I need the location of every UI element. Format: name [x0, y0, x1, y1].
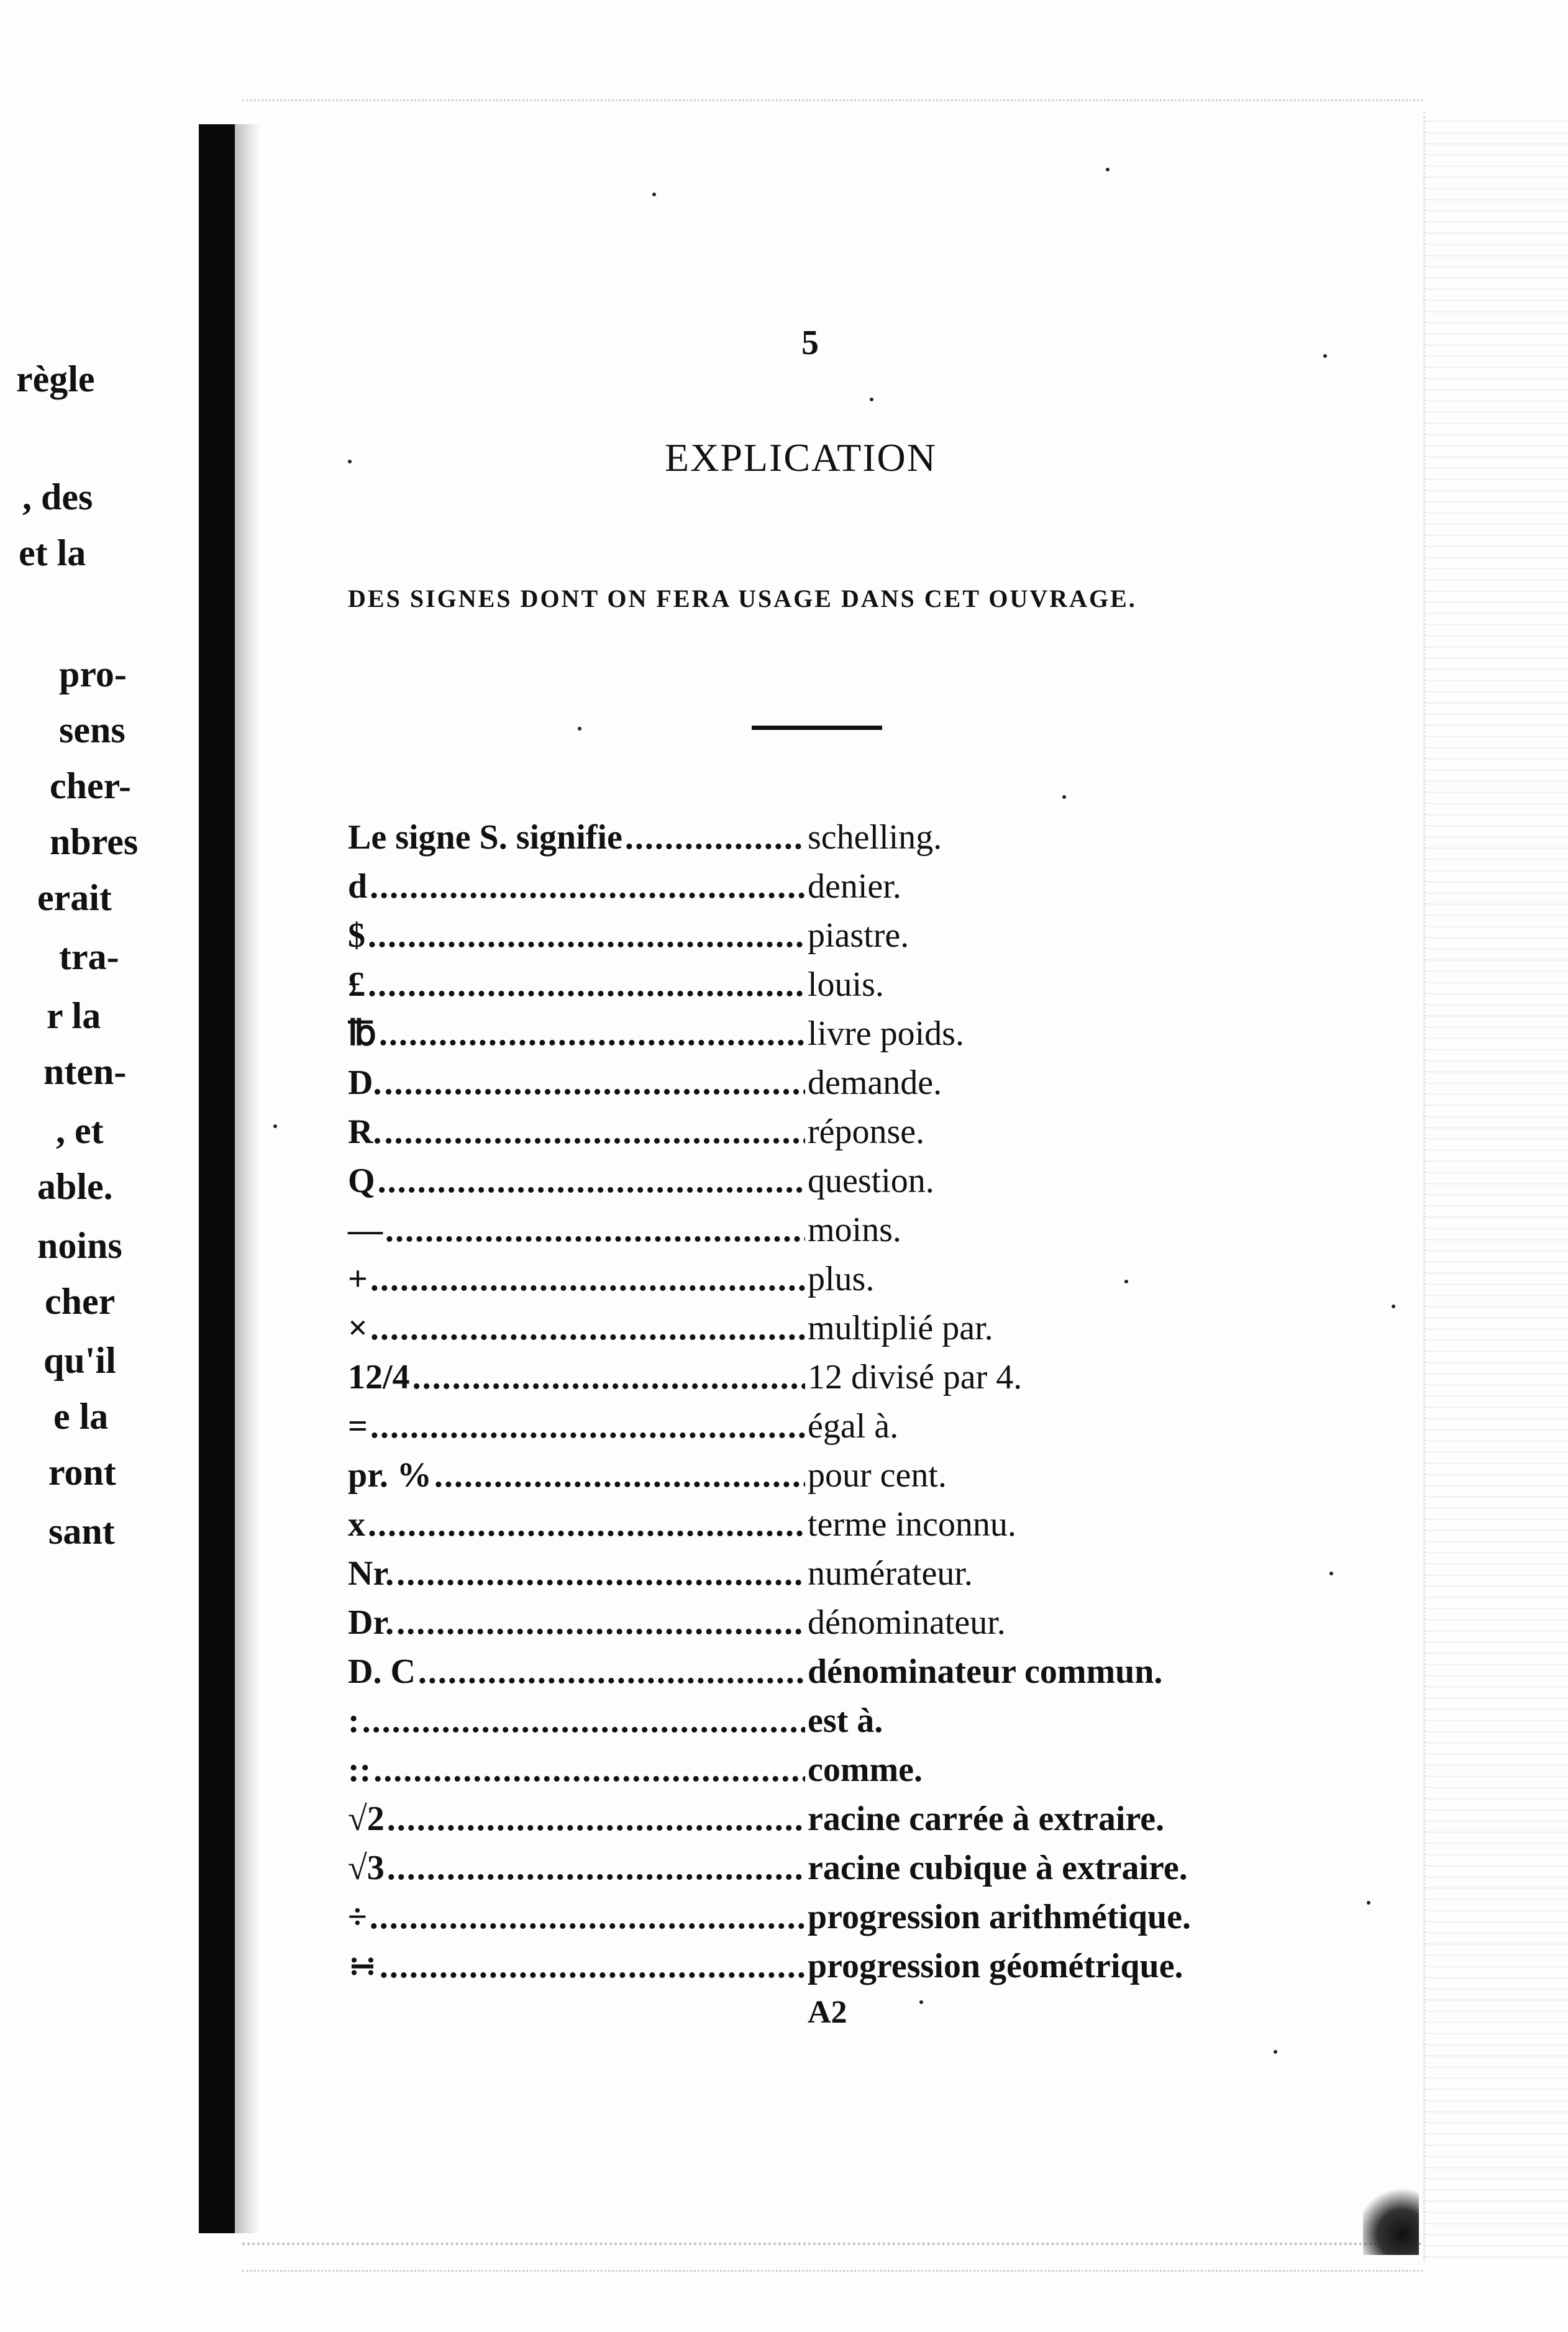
dot-leader [387, 1851, 805, 1885]
sign-row [348, 1164, 1292, 1213]
sign-meaning: schelling. [808, 818, 942, 857]
left-text-fragment: et la [19, 532, 86, 573]
sign-row [348, 820, 1292, 869]
sign-symbol: R. [348, 1113, 382, 1151]
sign-row [348, 1409, 1292, 1458]
left-text-fragment: sant [48, 1511, 115, 1552]
sign-meaning: 12 divisé par 4. [808, 1358, 1023, 1396]
sign-symbol: ÷ [348, 1898, 367, 1936]
sign-symbol: × [348, 1309, 368, 1347]
sign-row [348, 869, 1292, 918]
sign-row [348, 1213, 1292, 1262]
sign-meaning: livre poids. [808, 1014, 964, 1053]
dot-leader [370, 1900, 805, 1934]
sign-meaning: progression arithmétique. [808, 1898, 1192, 1936]
sign-row [348, 967, 1292, 1016]
sign-meaning: dénominateur commun. [808, 1652, 1163, 1691]
book-gutter [199, 124, 235, 2233]
page-number: 5 [801, 324, 819, 362]
sign-meaning: dénominateur. [808, 1603, 1006, 1642]
sign-symbol: Q [348, 1162, 375, 1200]
title-rule [752, 726, 882, 730]
sign-meaning: denier. [808, 867, 901, 906]
sign-symbol: : [348, 1701, 360, 1740]
sign-symbol: √2 [348, 1800, 385, 1838]
page-top-edge [242, 99, 1423, 114]
sign-meaning: question. [808, 1162, 934, 1200]
left-text-fragment: cher [45, 1281, 116, 1322]
sign-row [348, 1851, 1292, 1900]
sign-meaning: piastre. [808, 916, 909, 955]
left-text-fragment: e la [53, 1396, 109, 1437]
left-page-fragment [0, 0, 199, 2332]
dot-leader [413, 1360, 805, 1395]
dot-leader [378, 1164, 805, 1198]
signs-list [348, 820, 1292, 1998]
page-corner-shadow [1363, 2187, 1419, 2255]
dot-leader [362, 1703, 805, 1738]
sign-row [348, 1949, 1292, 1998]
sign-row [348, 1114, 1292, 1164]
sign-symbol: + [348, 1260, 368, 1298]
gutter-shadow [235, 124, 260, 2233]
sign-row [348, 1752, 1292, 1801]
left-text-fragment: qu'il [43, 1340, 116, 1381]
sign-symbol: ∺ [348, 1947, 377, 1985]
sign-symbol: = [348, 1407, 368, 1446]
dot-leader [385, 1213, 805, 1247]
left-text-fragment: nbres [50, 821, 139, 862]
sign-meaning: progression géométrique. [808, 1947, 1183, 1985]
sign-meaning: numérateur. [808, 1554, 973, 1593]
left-text-fragment: sens [59, 709, 125, 750]
sign-symbol: pr. % [348, 1456, 432, 1495]
sign-row [348, 1311, 1292, 1360]
sign-symbol: x [348, 1505, 365, 1544]
sign-meaning: louis. [808, 965, 884, 1004]
sign-row [348, 1900, 1292, 1949]
dot-leader [396, 1556, 805, 1591]
sign-meaning: pour cent. [808, 1456, 947, 1495]
left-text-fragment: tra- [59, 936, 119, 977]
sign-meaning: demande. [808, 1064, 942, 1102]
dot-leader [434, 1458, 805, 1493]
dot-leader [370, 1311, 805, 1346]
sign-row [348, 1458, 1292, 1507]
sign-symbol: $ [348, 916, 365, 955]
dot-leader [380, 1949, 805, 1984]
left-text-fragment: , des [22, 476, 93, 517]
sign-symbol: 12/4 [348, 1358, 410, 1396]
sign-row [348, 1801, 1292, 1851]
sign-meaning: comme. [808, 1751, 923, 1789]
dot-leader [396, 1605, 805, 1640]
page-right-edge [1423, 112, 1568, 2261]
sign-symbol: √3 [348, 1849, 385, 1887]
dot-leader [384, 1065, 805, 1100]
sign-symbol: :: [348, 1751, 371, 1789]
sign-meaning: multiplié par. [808, 1309, 993, 1347]
sign-row [348, 1556, 1292, 1605]
left-text-fragment: ront [48, 1452, 116, 1493]
sign-row [348, 1654, 1292, 1703]
dot-leader [368, 967, 805, 1002]
sign-meaning: plus. [808, 1260, 875, 1298]
sign-meaning: terme inconnu. [808, 1505, 1016, 1544]
sign-symbol: d [348, 867, 368, 906]
sign-symbol: D. [348, 1064, 382, 1102]
sign-meaning: est à. [808, 1701, 883, 1740]
sign-meaning: racine carrée à extraire. [808, 1800, 1165, 1838]
sign-meaning: racine cubique à extraire. [808, 1849, 1188, 1887]
dot-leader [368, 918, 805, 953]
left-text-fragment: erait [37, 877, 112, 918]
dot-leader [625, 820, 805, 855]
sign-meaning: réponse. [808, 1113, 925, 1151]
dot-leader [368, 1507, 805, 1542]
left-text-fragment: nten- [43, 1051, 127, 1092]
left-text-fragment: able. [37, 1166, 113, 1207]
page-bottom-edge [242, 2243, 1423, 2272]
left-text-fragment: r la [47, 995, 101, 1036]
sign-row [348, 1605, 1292, 1654]
sign-row [348, 1360, 1292, 1409]
sign-symbol: ℔ [348, 1014, 376, 1053]
dot-leader [373, 1752, 805, 1787]
sign-row [348, 1507, 1292, 1556]
sign-row [348, 1016, 1292, 1065]
left-text-fragment: noins [37, 1225, 122, 1266]
sign-symbol: £ [348, 965, 365, 1004]
sign-row [348, 918, 1292, 967]
sign-symbol: D. C [348, 1652, 416, 1691]
left-text-fragment: pro- [59, 654, 127, 695]
sign-symbol: — [348, 1211, 383, 1249]
dot-leader [418, 1654, 805, 1689]
page-subtitle: DES SIGNES DONT ON FERA USAGE DANS CET OUVRAGE. [348, 585, 1137, 613]
left-text-fragment: cher- [50, 765, 132, 806]
sign-meaning: égal à. [808, 1407, 899, 1446]
left-text-fragment: règle [16, 358, 95, 399]
sign-meaning: moins. [808, 1211, 901, 1249]
sign-symbol: Le signe S. signifie [348, 818, 622, 857]
signature-mark: A2 [808, 1995, 847, 2030]
dot-leader [370, 869, 805, 904]
dot-leader [384, 1114, 805, 1149]
left-text-fragment: , et [56, 1110, 104, 1151]
dot-leader [387, 1801, 805, 1836]
sign-symbol: Dr. [348, 1603, 394, 1642]
dot-leader [370, 1262, 805, 1296]
dot-leader [379, 1016, 805, 1051]
sign-row [348, 1065, 1292, 1114]
sign-row [348, 1703, 1292, 1752]
page-title: EXPLICATION [665, 435, 937, 480]
sign-symbol: Nr. [348, 1554, 394, 1593]
dot-leader [370, 1409, 805, 1444]
sign-row [348, 1262, 1292, 1311]
